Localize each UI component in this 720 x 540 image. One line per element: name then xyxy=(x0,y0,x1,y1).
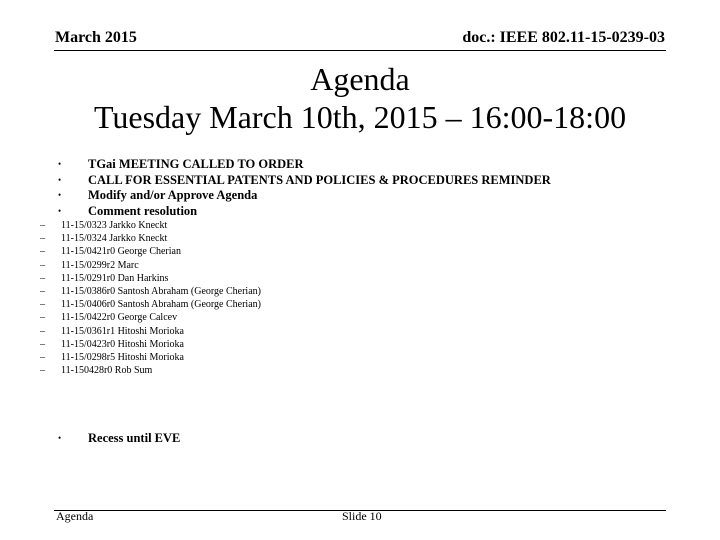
bullet-icon: • xyxy=(58,174,62,185)
comment-item xyxy=(40,232,600,245)
comment-item-label: 11-15/0324 Jarkko Kneckt xyxy=(61,233,168,245)
agenda-item xyxy=(58,173,678,189)
comment-item xyxy=(40,285,600,298)
dash-icon: – xyxy=(40,220,45,231)
comment-item xyxy=(40,272,600,285)
slide-title-line-1: Agenda xyxy=(310,61,410,97)
comment-item-label: 11-15/0323 Jarkko Kneckt xyxy=(61,220,168,231)
dash-icon: – xyxy=(40,246,45,258)
comment-item xyxy=(40,245,600,258)
comment-item-label: 11-15/0423r0 Hitoshi Morioka xyxy=(61,338,184,350)
agenda-item xyxy=(58,188,678,204)
agenda-item xyxy=(58,157,678,173)
comment-item-label: 11-15/0298r5 Hitoshi Morioka xyxy=(61,351,184,363)
slide-number: Slide 10 xyxy=(342,509,382,523)
bullet-icon: • xyxy=(58,159,62,169)
dash-icon: – xyxy=(40,365,45,377)
comment-item-label: 11-15/0386r0 Santosh Abraham (George Cherian) xyxy=(61,285,261,297)
comment-item xyxy=(40,338,600,351)
header-doc-id: doc.: IEEE 802.11-15-0239-03 xyxy=(462,29,665,46)
agenda-item-label: CALL FOR ESSENTIAL PATENTS AND POLICIES & PROCEDURES REMINDER xyxy=(88,172,551,187)
dash-icon: – xyxy=(40,299,45,311)
bullet-icon: • xyxy=(58,190,62,200)
comment-item xyxy=(40,298,600,311)
dash-icon: – xyxy=(40,312,45,324)
comment-resolution-list xyxy=(40,219,600,377)
agenda-item xyxy=(58,431,458,447)
agenda-item xyxy=(58,204,678,220)
dash-icon: – xyxy=(40,338,45,350)
comment-item-label: 11-15/0361r1 Hitoshi Morioka xyxy=(61,325,184,337)
slide-title xyxy=(0,60,720,136)
agenda-list xyxy=(58,157,678,219)
comment-item-label: 11-15/0421r0 George Cherian xyxy=(61,246,181,258)
comment-item xyxy=(40,325,600,338)
header-divider xyxy=(54,50,666,51)
agenda-item-label: TGai MEETING CALLED TO ORDER xyxy=(88,157,304,171)
comment-item xyxy=(40,364,600,377)
footer-section-name: Agenda xyxy=(56,509,94,523)
header-date: March 2015 xyxy=(55,29,137,46)
comment-item xyxy=(40,219,600,232)
slide-title-line-2: Tuesday March 10th, 2015 – 16:00-18:00 xyxy=(93,99,627,135)
agenda-item-label: Comment resolution xyxy=(88,203,198,218)
comment-item xyxy=(40,351,600,364)
comment-item-label: 11-15/0422r0 George Calcev xyxy=(61,312,178,324)
dash-icon: – xyxy=(40,233,45,245)
dash-icon: – xyxy=(40,272,45,284)
comment-item xyxy=(40,311,600,324)
comment-item-label: 11-15/0291r0 Dan Harkins xyxy=(61,272,169,284)
bullet-icon: • xyxy=(58,433,62,443)
recess-label: Recess until EVE xyxy=(88,431,181,445)
dash-icon: – xyxy=(40,259,45,271)
comment-item xyxy=(40,259,600,272)
comment-item-label: 11-15/0299r2 Marc xyxy=(61,259,139,271)
dash-icon: – xyxy=(40,351,45,363)
recess-item xyxy=(58,431,458,447)
bullet-icon: • xyxy=(58,205,62,216)
comment-item-label: 11-15/0406r0 Santosh Abraham (George Cherian) xyxy=(61,299,261,311)
comment-item-label: 11-150428r0 Rob Sum xyxy=(61,365,153,377)
dash-icon: – xyxy=(40,285,45,297)
dash-icon: – xyxy=(40,325,45,337)
agenda-item-label: Modify and/or Approve Agenda xyxy=(88,188,258,202)
